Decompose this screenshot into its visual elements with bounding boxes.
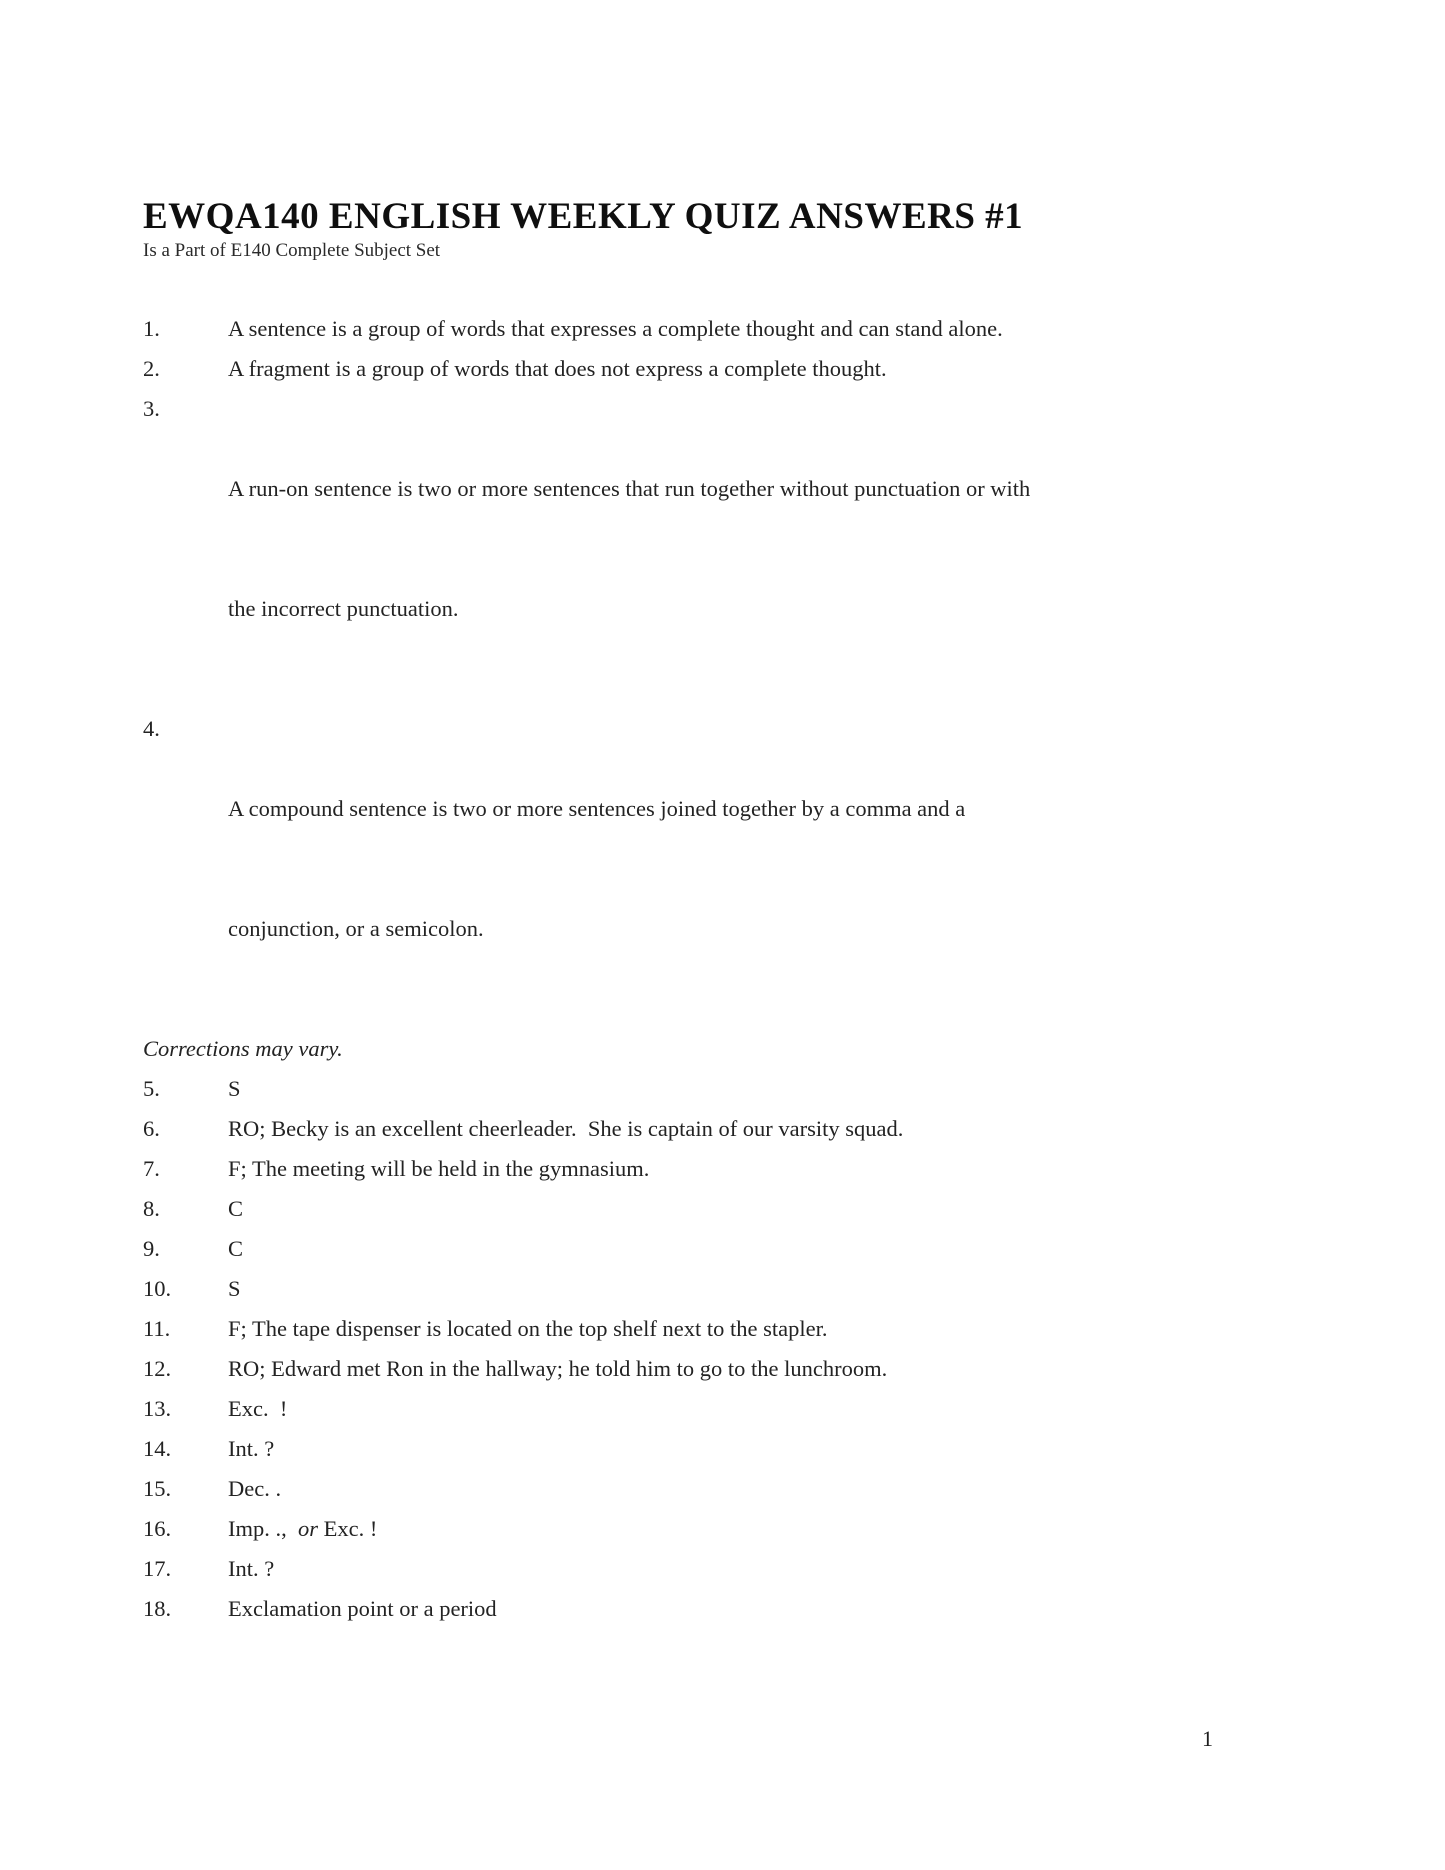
list-item <box>143 1509 1273 1549</box>
item-text: F; The meeting will be held in the gymnasium. <box>228 1156 650 1181</box>
answer-list <box>143 309 1273 1629</box>
item-number: 17. <box>143 1556 172 1581</box>
list-item <box>143 1109 1273 1149</box>
item-number: 15. <box>143 1476 172 1501</box>
item-text-line1: A compound sentence is two or more sentences joined together by a comma and a <box>228 796 966 821</box>
list-item <box>143 1549 1273 1589</box>
item-text <box>228 709 1273 1029</box>
item-number: 6. <box>143 1116 160 1141</box>
list-item <box>143 1389 1273 1429</box>
list-item <box>143 1229 1273 1269</box>
item-number: 3. <box>143 396 160 421</box>
item-text-italic: or <box>298 1516 319 1541</box>
item-text: RO; Becky is an excellent cheerleader. She is captain of our varsity squad. <box>228 1116 904 1141</box>
list-item <box>143 1189 1273 1229</box>
item-text: Int. ? <box>228 1436 275 1461</box>
item-number: 5. <box>143 1076 160 1101</box>
list-item <box>143 389 1273 709</box>
list-item <box>143 1149 1273 1189</box>
list-item <box>143 1589 1273 1629</box>
item-number: 2. <box>143 356 160 381</box>
item-number: 14. <box>143 1436 172 1461</box>
item-text-line2: the incorrect punctuation. <box>228 596 459 621</box>
item-text-line1: A run-on sentence is two or more sentences that run together without punctuation or with <box>228 476 1031 501</box>
title-block <box>143 196 1023 262</box>
item-number: 9. <box>143 1236 160 1261</box>
item-number: 4. <box>143 716 160 741</box>
item-text: RO; Edward met Ron in the hallway; he told him to go to the lunchroom. <box>228 1356 888 1381</box>
item-number: 18. <box>143 1596 172 1621</box>
item-text: A fragment is a group of words that does not express a complete thought. <box>228 356 887 381</box>
item-text: Exc. ! <box>228 1396 288 1421</box>
page-number: 1 <box>1202 1726 1213 1751</box>
list-item <box>143 1309 1273 1349</box>
item-number: 8. <box>143 1196 160 1221</box>
item-text: F; The tape dispenser is located on the top shelf next to the stapler. <box>228 1316 828 1341</box>
list-item <box>143 349 1273 389</box>
page-subtitle: Is a Part of E140 Complete Subject Set <box>143 240 441 261</box>
item-text: Dec. . <box>228 1476 282 1501</box>
list-item <box>143 1349 1273 1389</box>
list-item <box>143 1429 1273 1469</box>
item-text <box>228 389 1273 709</box>
item-text: A sentence is a group of words that expresses a complete thought and can stand alone. <box>228 316 1003 341</box>
item-number: 10. <box>143 1276 172 1301</box>
item-text: C <box>228 1236 244 1261</box>
item-text: S <box>228 1076 241 1101</box>
item-text-post: Exc. ! <box>318 1516 378 1541</box>
item-text-line2: conjunction, or a semicolon. <box>228 916 484 941</box>
list-item <box>143 709 1273 1029</box>
item-number: 7. <box>143 1156 160 1181</box>
item-number: 11. <box>143 1316 171 1341</box>
item-number: 16. <box>143 1516 172 1541</box>
page-title: EWQA140 ENGLISH WEEKLY QUIZ ANSWERS #1 <box>143 196 1024 237</box>
item-text <box>228 1509 1273 1549</box>
item-text: Int. ? <box>228 1556 275 1581</box>
list-item <box>143 309 1273 349</box>
item-text-pre: Imp. ., <box>228 1516 298 1541</box>
list-item <box>143 1069 1273 1109</box>
item-number: 1. <box>143 316 160 341</box>
item-text: S <box>228 1276 241 1301</box>
item-number: 13. <box>143 1396 172 1421</box>
item-number: 12. <box>143 1356 172 1381</box>
item-text: Exclamation point or a period <box>228 1596 497 1621</box>
corrections-note: Corrections may vary. <box>143 1036 343 1061</box>
list-item <box>143 1469 1273 1509</box>
item-text: C <box>228 1196 244 1221</box>
list-item <box>143 1269 1273 1309</box>
